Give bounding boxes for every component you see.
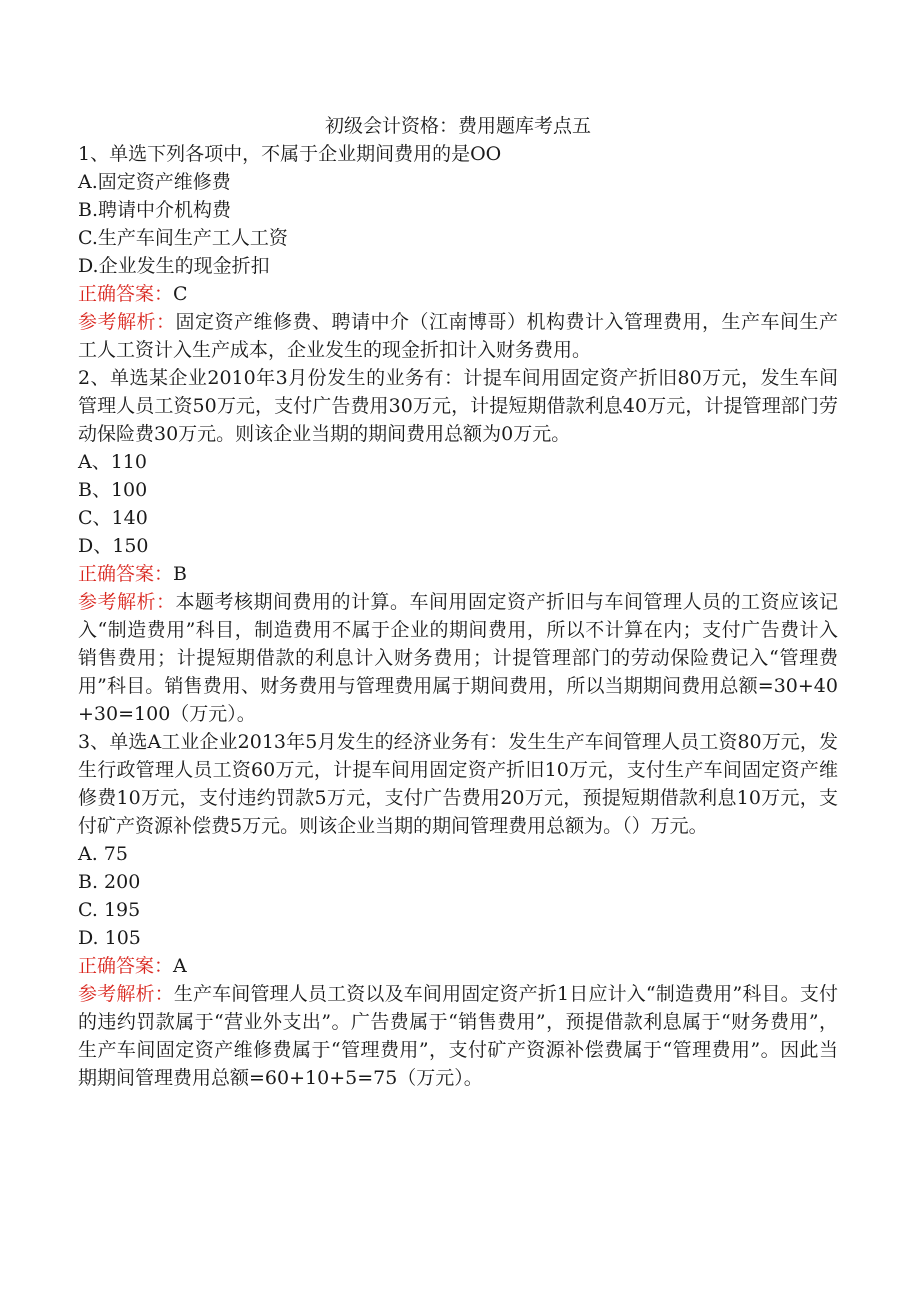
option-a: A、110 [78, 451, 147, 473]
option-a: A.固定资产维修费 [78, 171, 231, 193]
analysis [78, 980, 838, 1092]
analysis-text: 固定资产维修费、聘请中介（江南博哥）机构费计入管理费用，生产车间生产工人工资计入生产成本，企业发生的现金折扣计入财务费用。 [78, 311, 838, 361]
correct-answer [78, 952, 838, 980]
question-3 [78, 728, 838, 1092]
page-title: 初级会计资格：费用题库考点五 [324, 115, 591, 137]
option-c: C. 195 [78, 899, 141, 921]
option-d: D、150 [78, 535, 149, 557]
question-1 [78, 140, 838, 364]
answer-label: 正确答案： [78, 955, 174, 977]
analysis [78, 308, 838, 364]
answer-value: A [173, 955, 187, 977]
option-c: C.生产车间生产工人工资 [78, 227, 288, 249]
analysis [78, 588, 838, 728]
answer-value: C [173, 283, 188, 305]
analysis-text: 本题考核期间费用的计算。车间用固定资产折旧与车间管理人员的工资应该记入“制造费用”科目，制造费用不属于企业的期间费用，所以不计算在内；支付广告费计入销售费用；计提短期借款的利息计入财务费用；计提管理部门的劳动保险费记入“管理费用”科目。销售费用、财务费用与管理费用属于期间费用，所以当期期间费用总额=30+40+30=100（万元）。 [78, 591, 838, 725]
correct-answer [78, 280, 838, 308]
option-d: D.企业发生的现金折扣 [78, 255, 270, 277]
option-b: B、100 [78, 479, 148, 501]
document-body [78, 112, 838, 1092]
analysis-text: 生产车间管理人员工资以及车间用固定资产折1日应计入“制造费用”科目。支付的违约罚款属于“营业外支出”。广告费属于“销售费用”，预提借款利息属于“财务费用”，生产车间固定资产维修费属于“管理费用”，支付矿产资源补偿费属于“管理费用”。因此当期期间管理费用总额=60+10+5=75（万元）。 [78, 983, 838, 1089]
option-b: B. 200 [78, 871, 141, 893]
answer-value: B [173, 563, 187, 585]
correct-answer [78, 560, 838, 588]
question-2 [78, 364, 838, 728]
option-d: D. 105 [78, 927, 141, 949]
question-stem: 2、单选某企业2010年3月份发生的业务有：计提车间用固定资产折旧80万元，发生车间管理人员工资50万元，支付广告费用30万元，计提短期借款利息40万元，计提管理部门劳动保险费30万元。则该企业当期的期间费用总额为0万元。 [78, 367, 838, 445]
analysis-label: 参考解析： [78, 983, 174, 1005]
question-stem: 1、单选下列各项中，不属于企业期间费用的是OO [78, 143, 502, 165]
analysis-label: 参考解析： [78, 311, 176, 333]
analysis-label: 参考解析： [78, 591, 176, 613]
question-stem: 3、单选A工业企业2013年5月发生的经济业务有：发生生产车间管理人员工资80万元，发生行政管理人员工资60万元，计提车间用固定资产折旧10万元，支付生产车间固定资产维修费10万元，支付违约罚款5万元，支付广告费用20万元，预提短期借款利息10万元，支付矿产资源补偿费5万元。则该企业当期的期间管理费用总额为。（）万元。 [78, 731, 838, 837]
answer-label: 正确答案： [78, 283, 174, 305]
answer-label: 正确答案： [78, 563, 174, 585]
option-b: B.聘请中介机构费 [78, 199, 232, 221]
option-c: C、140 [78, 507, 148, 529]
option-a: A. 75 [78, 843, 128, 865]
